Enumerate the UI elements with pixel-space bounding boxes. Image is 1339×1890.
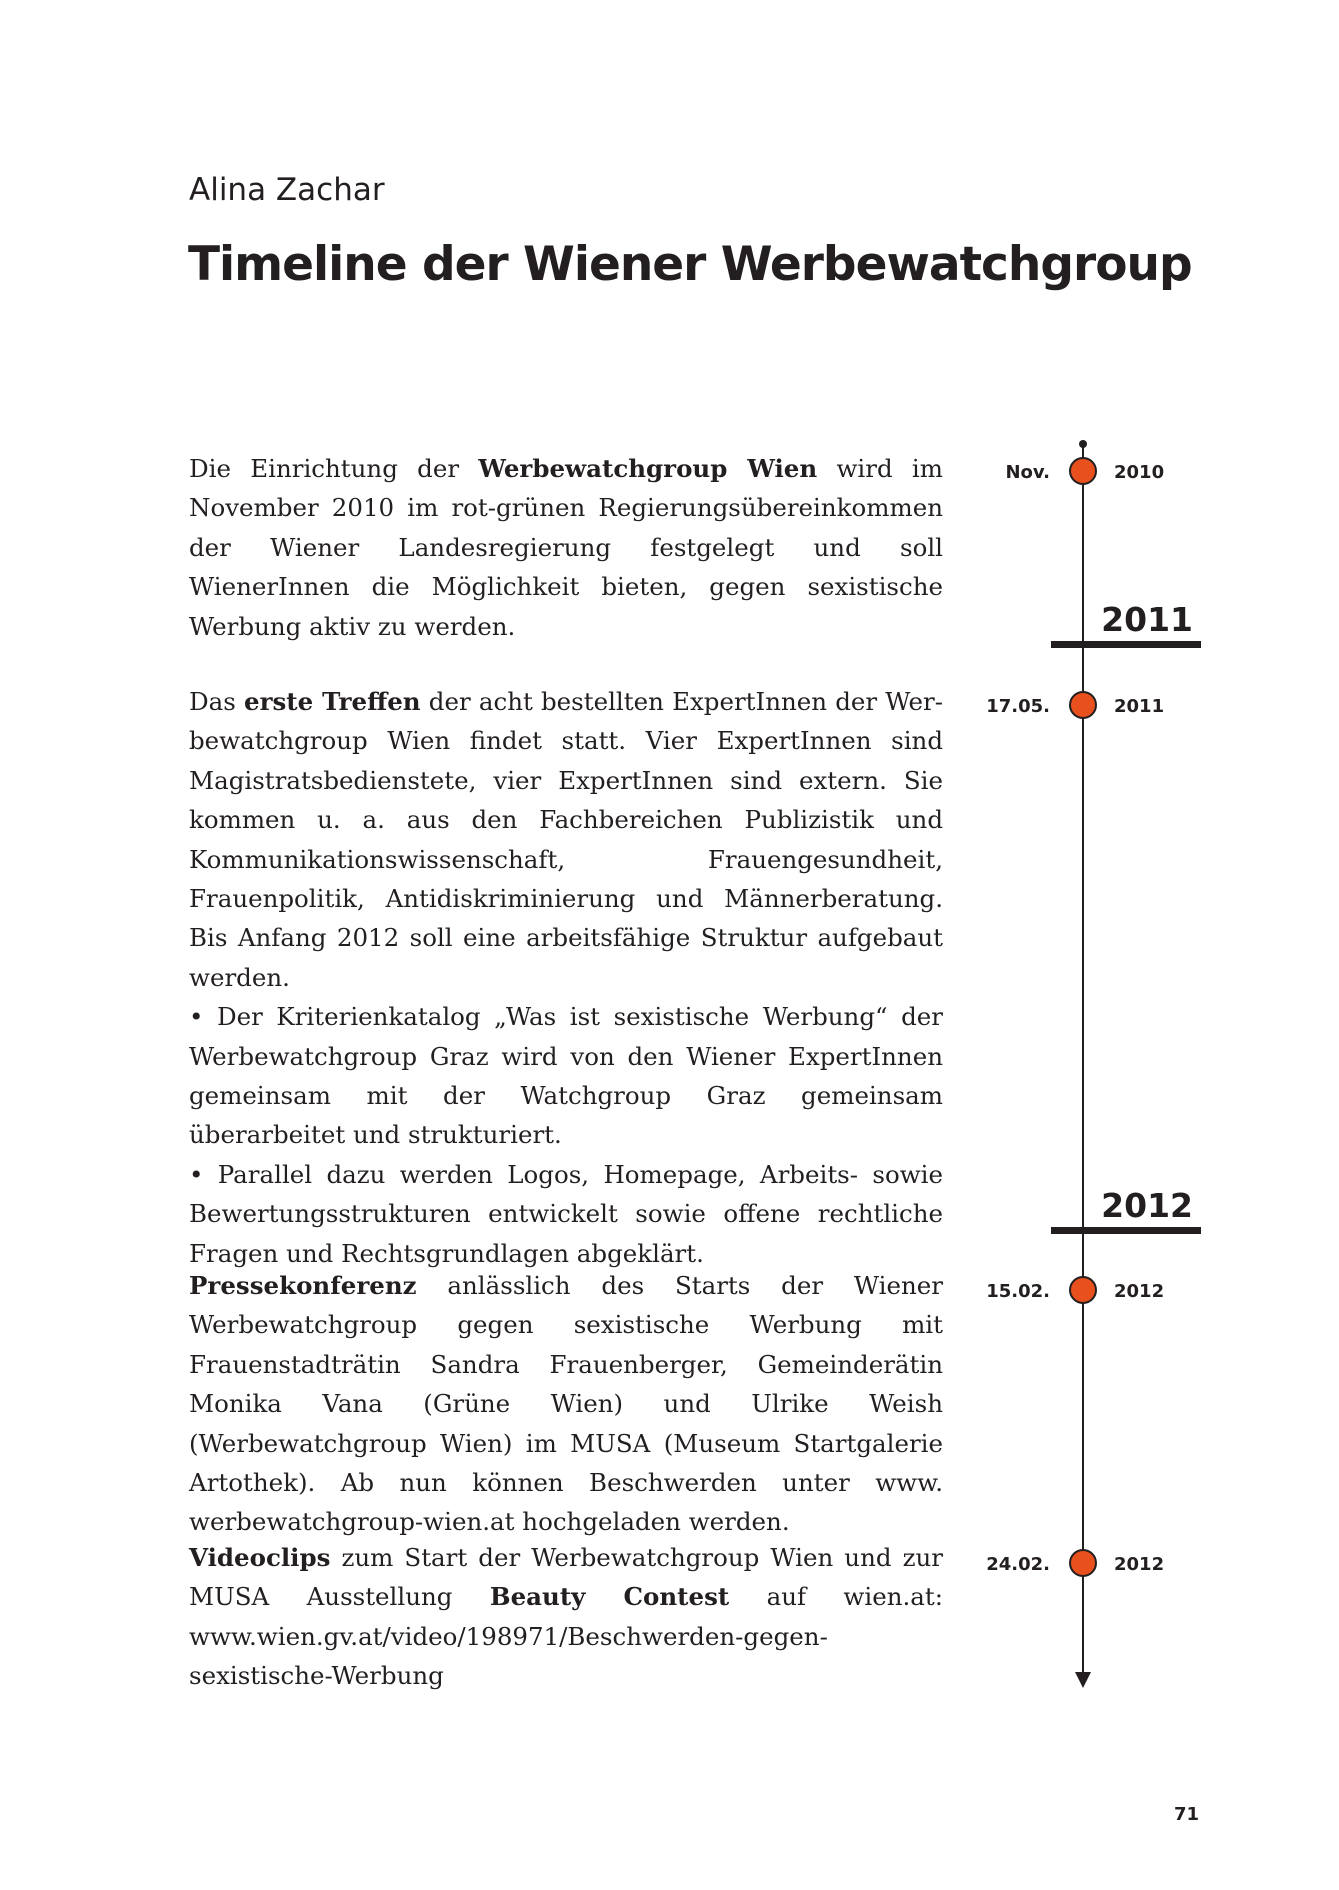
year-divider	[1051, 1227, 1201, 1234]
timeline-entry-text	[189, 682, 943, 1273]
entry-text: Die Einrichtung der	[189, 454, 479, 483]
timeline-year: 2012	[1114, 1554, 1165, 1575]
timeline-year: 2012	[1114, 1281, 1165, 1302]
entry-text: wird im November 2010 im rot-grünen Regierungsübereinkommen der Wiener Landesregierung festgelegt und soll WienerInnen die Möglichkeit bieten, gegen sexistische Werbung aktiv zu werden.	[189, 454, 943, 641]
entry-highlight: Beauty Contest	[489, 1582, 730, 1612]
timeline-arrow-icon	[1075, 1672, 1091, 1688]
timeline-year: 2010	[1114, 462, 1165, 483]
entry-text: anlässlich des Starts der Wiener Werbewatchgroup gegen sexistische Werbung mit Frauenstadträtin Sandra Frauenberger, Gemeinderätin Monika Vana (Grüne Wien) und Ulrike Weish (Werbewatchgroup Wien) im MUSA (Museum Startgalerie Artothek). Ab nun können Beschwerden unter www.​werbewatchgroup-wien.at hochgeladen werden.	[189, 1271, 943, 1537]
timeline-marker-dot	[1069, 691, 1097, 719]
year-heading: 2012	[1101, 1186, 1193, 1225]
bullet-item: • Der Kriterienkatalog „Was ist sexistische Werbung“ der Werbewatchgroup Graz wird von den Wiener ExpertInnen gemeinsam mit der Watchgroup Graz gemeinsam überarbeitet und strukturiert.	[189, 1002, 943, 1150]
entry-text: Das	[189, 687, 245, 716]
timeline-date: Nov.	[1005, 462, 1050, 483]
page-title: Timeline der Wiener Werbewatchgroup	[188, 237, 1192, 292]
entry-text: auf wien.at: www.wien.gv.at/​video/198971/Beschwerden-gegen-sexistische-Werbung	[189, 1582, 944, 1691]
timeline-entry-text	[189, 1538, 943, 1696]
timeline-entry-text	[189, 449, 943, 646]
entry-highlight: erste Treffen	[244, 687, 421, 716]
timeline-date: 17.05.	[986, 696, 1050, 717]
bullet-item: • Parallel dazu werden Logos, Homepage, Arbeits- sowie Bewertungsstrukturen entwickelt sowie offene rechtliche Fragen und Rechtsgrundlagen abgeklärt.	[189, 1159, 943, 1268]
entry-text: der acht bestellten ExpertInnen der Werbewatchgroup Wien findet statt. Vier ExpertInnen sind Magistratsbedienstete, vier ExpertInnen sind extern. Sie kommen u. a. aus den Fachbereichen Publizistik und Kommunikationswissenschaft, Frauengesundheit, Frauenpolitik, Antidiskriminierung und Männerberatung. Bis Anfang 2012 soll eine arbeitsfähige Struktur aufgebaut werden.	[189, 687, 943, 992]
timeline-marker-dot	[1069, 1276, 1097, 1304]
timeline-year: 2011	[1114, 696, 1165, 717]
entry-highlight: Werbewatchgroup Wien	[478, 454, 818, 483]
timeline-entry-text	[189, 1266, 943, 1542]
timeline-marker-dot	[1069, 457, 1097, 485]
timeline-date: 24.02.	[986, 1554, 1050, 1575]
timeline-marker-dot	[1069, 1549, 1097, 1577]
entry-text: zum Start der Werbewatchgroup Wien und zur MUSA Ausstellung	[189, 1543, 943, 1612]
year-divider	[1051, 641, 1201, 648]
timeline-date: 15.02.	[986, 1281, 1050, 1302]
year-heading: 2011	[1101, 600, 1193, 639]
page-number: 71	[1173, 1804, 1199, 1825]
author-name: Alina Zachar	[189, 172, 385, 208]
entry-highlight: Pressekonferenz	[189, 1271, 417, 1300]
entry-highlight: Videoclips	[189, 1543, 331, 1572]
